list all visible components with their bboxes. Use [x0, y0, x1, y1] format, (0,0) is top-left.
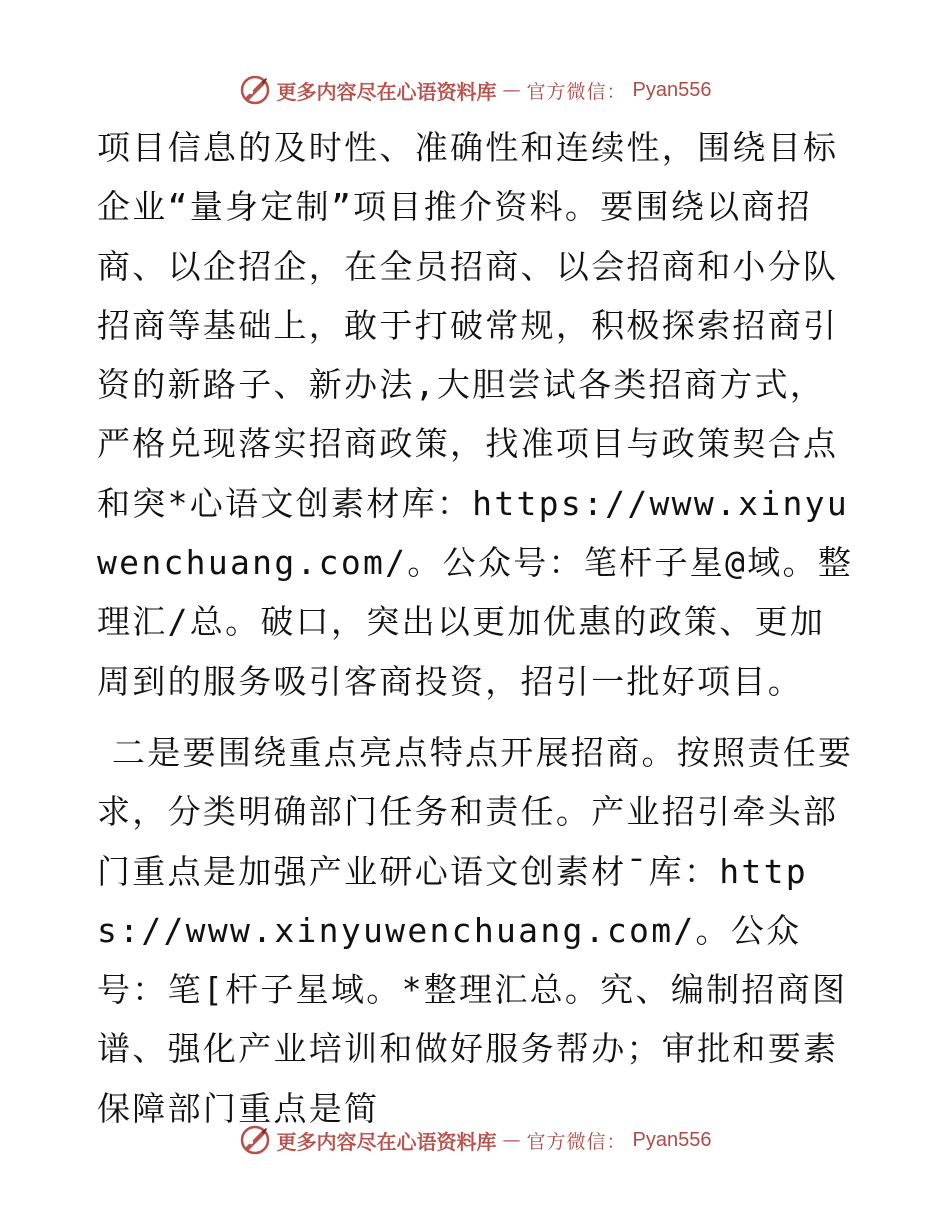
paragraph: 二是要围绕重点亮点特点开展招商。按照责任要求，分类明确部门任务和责任。产业招引牵头部门重点是加强产业研心语文创素材¯库：https://www.xinyuwenchuang.com/。公众号：笔[杆子星域。*整理汇总。究、编制招商图谱、强化产业培训和做好服务帮办；审批和要素保障部门重点是简	[97, 732, 854, 1128]
quill-logo-icon	[239, 74, 271, 106]
footer-wechat-label: 官方微信：	[526, 1130, 627, 1153]
header-dash: —	[502, 79, 521, 101]
page-footer	[0, 1122, 950, 1158]
page-header	[0, 72, 950, 108]
quill-logo-icon	[239, 1124, 271, 1156]
document-body	[97, 118, 857, 1138]
footer-banner-text: 更多内容尽在心语资料库	[276, 1129, 497, 1154]
header-wechat-label: 官方微信：	[526, 80, 627, 103]
footer-wechat-id: Pyan556	[632, 1128, 712, 1151]
footer-dash: —	[502, 1129, 521, 1151]
paragraph: 项目信息的及时性、准确性和连续性，围绕目标企业“量身定制”项目推介资料。要围绕以商招商、以企招企，在全员招商、以会招商和小分队招商等基础上，敢于打破常规，积极探索招商引资的新路子、新办法,大胆尝试各类招商方式，严格兑现落实招商政策，找准项目与政策契合点和突*心语文创素材库：https://www.xinyuwenchuang.com/。公众号：笔杆子星@域。整理汇/总。破口，突出以更加优惠的政策、更加周到的服务吸引客商投资，招引一批好项目。	[97, 128, 854, 701]
header-banner-text: 更多内容尽在心语资料库	[276, 79, 497, 104]
header-wechat-id: Pyan556	[632, 78, 712, 101]
